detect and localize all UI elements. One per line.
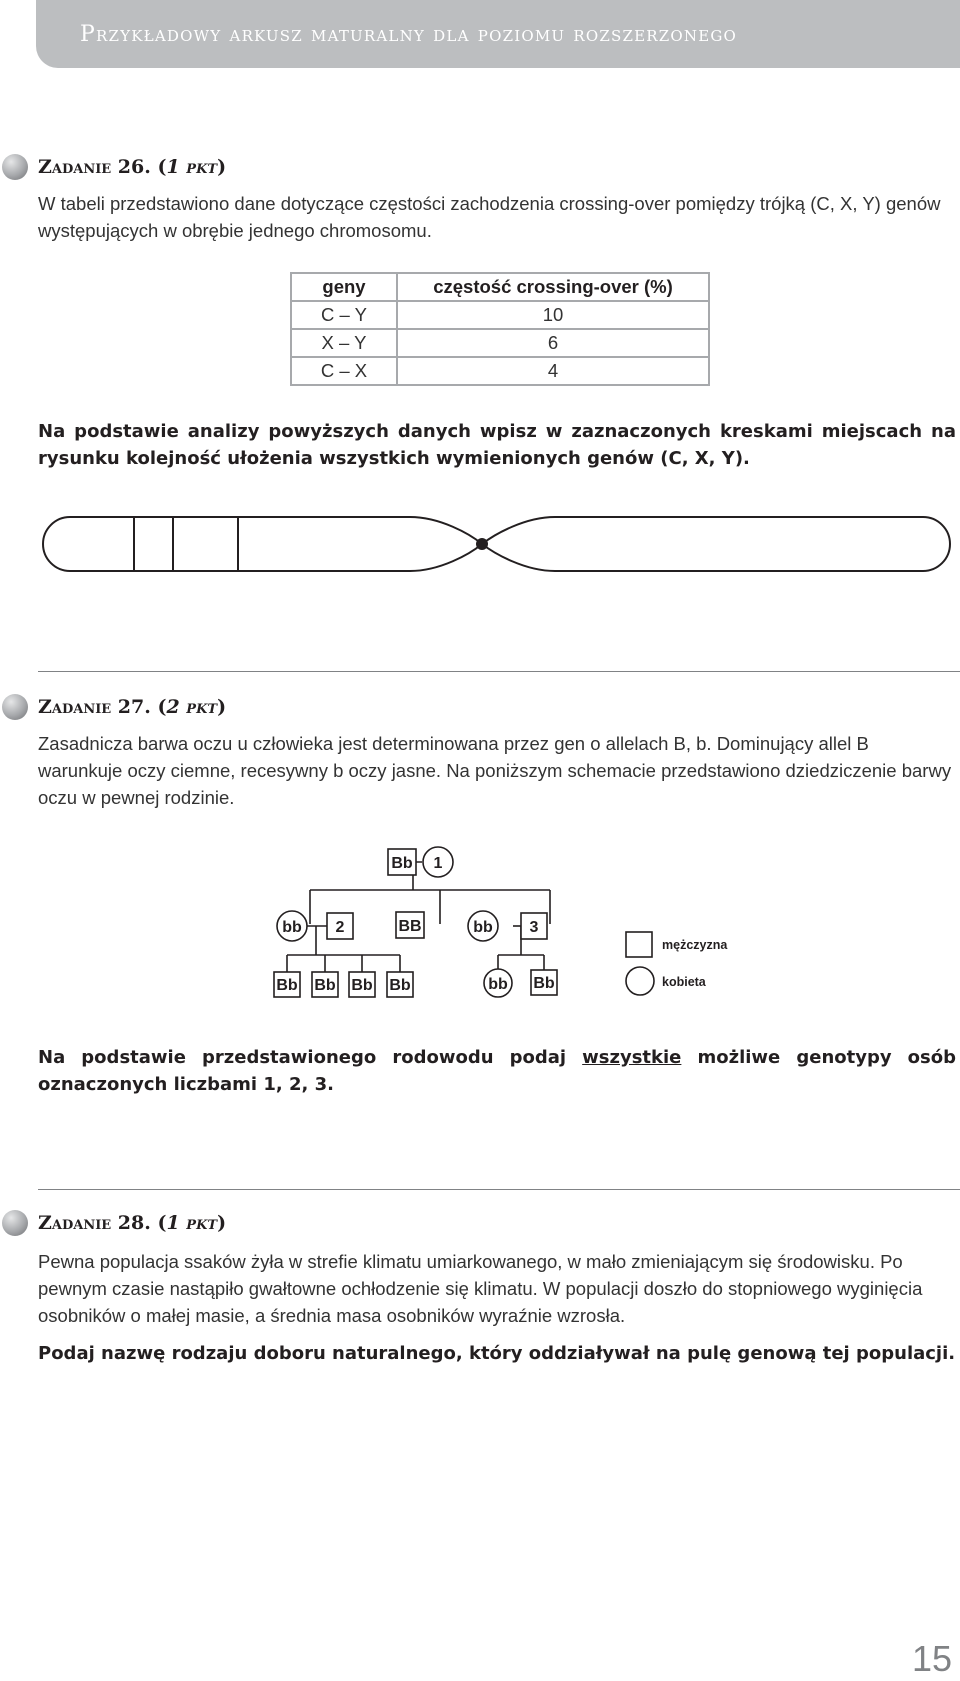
svg-text:bb: bb [282,919,302,936]
table-row [291,301,709,329]
svg-text:Bb: Bb [276,977,298,994]
task-27-instruction: Na podstawie przedstawionego rodowodu podaj wszystkie możliwe genotypy osób oznaczonych liczbami 1, 2, 3. [38,1047,956,1095]
svg-text:Bb: Bb [351,977,373,994]
bullet-icon [2,694,28,720]
svg-text:BB: BB [398,918,422,935]
pedigree-child [274,972,300,997]
svg-text:2: 2 [335,919,345,936]
page-number: 15 [912,1638,953,1679]
table-cell-frequency: 6 [397,329,709,357]
header-bar [36,0,960,68]
bullet-icon [2,1210,28,1236]
legend-male [626,932,728,957]
task-27-points: 2 pkt [166,696,218,718]
underlined-word: wszystkie [582,1047,682,1068]
task-28-heading: Zadanie 28. (1 pkt) [0,1208,960,1240]
svg-text:Bb: Bb [391,855,413,872]
table-cell-frequency: 4 [397,357,709,385]
task-26-intro: W tabeli przedstawiono dane dotyczące częstości zachodzenia crossing-over pomiędzy trójką (C, X, Y) genów występujących w obrębie jednego chromosomu. [38,193,941,241]
pedigree-child [312,972,338,997]
pedigree-child [387,972,413,997]
pedigree-son-middle [396,912,424,938]
svg-text:kobieta: kobieta [662,975,706,989]
svg-text:mężczyzna: mężczyzna [662,938,728,952]
pedigree-diagram [276,840,740,1010]
section-divider [38,1189,960,1190]
male-square-icon [626,932,652,957]
chromosome-left-arm [43,517,482,571]
pedigree-child [349,972,375,997]
table-row [291,329,709,357]
task-28-intro: Pewna populacja ssaków żyła w strefie klimatu umiarkowanego, w mało zmieniającym się środowisku. Po pewnym czasie nastąpiło gwałtowne ochłodzenie się klimatu. W populacji doszło do stopniowego wyginięcia osobników o małej masie, a średnia masa osobników wyraźnie wzrosła. [38,1251,923,1326]
svg-text:bb: bb [488,976,508,993]
svg-text:bb: bb [473,919,493,936]
svg-text:Bb: Bb [314,977,336,994]
task-26-label: Zadanie 26. [38,156,151,178]
task-28-label: Zadanie 28. [38,1212,151,1234]
table-cell-genes: C – Y [291,301,397,329]
svg-text:Bb: Bb [389,977,411,994]
task-27-intro: Zasadnicza barwa oczu u człowieka jest determinowana przez gen o allelach B, b. Dominujący allel B warunkuje oczy ciemne, recesywny b oczy jasne. Na poniższym schemacie przedstawiono dziedziczenie barwy oczu w pewnej rodzinie. [38,733,952,808]
svg-text:Bb: Bb [533,975,555,992]
pedigree-child [484,969,512,997]
pedigree-child [531,970,557,995]
task-28-instruction: Podaj nazwę rodzaju doboru naturalnego, który oddziaływał na pulę genową tej populacji. [38,1343,956,1364]
pedigree-father-left [327,913,353,939]
table-cell-genes: X – Y [291,329,397,357]
pedigree-mother-left [277,911,307,941]
task-27-label: Zadanie 27. [38,696,151,718]
chromosome-right-arm [482,517,950,571]
table-cell-genes: C – X [291,357,397,385]
pedigree-grandmother [423,847,453,877]
pedigree-grandfather [388,849,416,875]
task-26-points: 1 pkt [166,156,218,178]
crossing-over-table [290,272,710,386]
pedigree-mother-right [468,911,498,941]
table-row [291,357,709,385]
chromosome-diagram [40,508,960,580]
svg-text:1: 1 [433,855,443,872]
section-divider [38,671,960,672]
task-28-points: 1 pkt [166,1212,218,1234]
pedigree-father-right [521,913,547,939]
centromere [476,538,488,550]
task-26-instruction: Na podstawie analizy powyższych danych wpisz w zaznaczonych kreskami miejscach na rysunku kolejność ułożenia wszystkich wymienionych genów (C, X, Y). [38,421,956,469]
task-27-heading: Zadanie 27. (2 pkt) [0,692,960,724]
bullet-icon [2,154,28,180]
female-circle-icon [626,967,654,995]
header-title: Przykładowy arkusz maturalny dla poziomu rozszerzonego [80,22,738,47]
table-header-row [291,273,709,301]
table-header-genes: geny [291,273,397,301]
legend-female [626,967,707,995]
table-cell-frequency: 10 [397,301,709,329]
task-26-heading: Zadanie 26. (1 pkt) [0,152,960,184]
table-header-frequency: częstość crossing-over (%) [397,273,709,301]
svg-text:3: 3 [529,919,539,936]
